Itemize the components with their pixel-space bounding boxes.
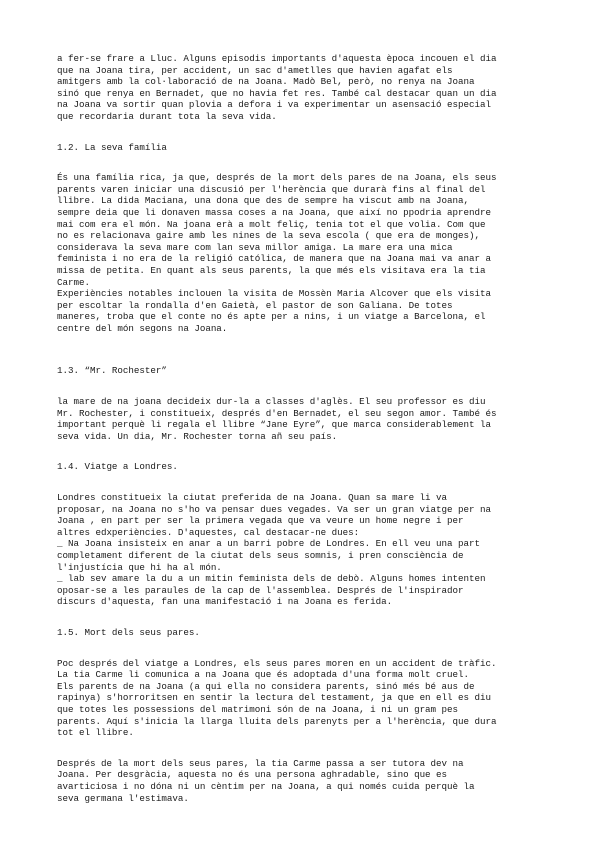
text-line: important perquè li regala el llibre “Jane Eyre”, que marca considerablement la <box>57 419 491 431</box>
text-line: parents. Aquí s'inicia la llarga lluita dels parenyts per a l'herència, que dura <box>57 715 497 727</box>
text-line: na Joana va sortir quan plovia a defora i va experimentar un asensació especial <box>57 99 491 111</box>
text-line: _ Na Joana insisteix en anar a un barri pobre de Londres. En ell veu una part <box>57 538 480 550</box>
document-page <box>57 53 547 804</box>
text-line: Londres constitueix la ciutat preferida de na Joana. Quan sa mare li va <box>57 492 448 504</box>
text-line: que recordaria durant tota la seva vida. <box>57 110 277 122</box>
text-line: amitgers amb la col·laboració de na Joana. Madò Bel, però, no renya na Joana <box>57 76 475 88</box>
text-line: Joana , en part per ser la primera vegada que va veure un home negre i per <box>57 515 464 527</box>
text-line: Experiències notables inclouen la visita de Mossèn Maria Alcover que els visita <box>57 288 491 300</box>
text-line: l'injustícia que hi ha al món. <box>57 561 222 573</box>
text-line: completament diferent de la ciutat dels seus somnis, i pren consciència de <box>57 550 464 561</box>
london-paragraph <box>57 492 547 608</box>
text-line: que na Joana tira, per accident, un sac d'ametlles que havien agafat els <box>57 64 453 76</box>
text-line: feminista i no era de la religió católica, de manera que na Joana mai va anar a <box>57 253 491 265</box>
section-heading-rochester: 1.3. “Mr. Rochester” <box>57 365 167 377</box>
rochester-paragraph <box>57 396 547 442</box>
text-line: oposar-se a les paraules de la cap de l'assemblea. Després de l'inspirador <box>57 584 464 596</box>
death-paragraph-2 <box>57 758 547 804</box>
death-paragraph-1 <box>57 658 547 739</box>
text-line: parents varen iniciar una discusió per l'herència que durarà fins al final del <box>57 183 486 195</box>
section-heading-family: 1.2. La seva família <box>57 141 167 153</box>
text-line: que totes les possessions del matrimoni són de na Joana, i ni un gram pes <box>57 703 459 715</box>
text-line: proposar, na Joana no s'ho va pensar dues vegades. Va ser un gran viatge per na <box>57 503 491 515</box>
text-line: tot el llibre. <box>57 727 134 739</box>
text-line: discurs d'aquesta, fan una manifestació i na Joana es ferida. <box>57 596 393 608</box>
intro-paragraph <box>57 53 547 123</box>
text-line: Mr. Rochester, i constitueix, després d'en Bernadet, el seu segon amor. També és <box>57 407 497 419</box>
text-line: _ lab sev amare la du a un mitin feminista dels de debò. Alguns homes intenten <box>57 573 486 585</box>
text-line: mai com era el món. Na joana erà a molt feliç, tenia tot el que volia. Com que <box>57 218 486 230</box>
text-line: centre del món segons na Joana. <box>57 322 228 334</box>
text-line: La tia Carme li comunica a na Joana que és adoptada d'una forma molt cruel. <box>57 669 470 681</box>
text-line: seva vida. Un dia, Mr. Rochester torna añ seu país. <box>57 430 338 442</box>
family-paragraph-1 <box>57 172 547 288</box>
text-line: altres edxperiències. D'aquestes, cal destacar-ne dues: <box>57 526 360 538</box>
text-line: seva germana l'estimava. <box>57 792 189 804</box>
text-line: Després de la mort dels seus pares, la tia Carme passa a ser tutora dev na <box>57 757 464 769</box>
text-line: la mare de na joana decideix dur-la a classes d'aglès. El seu professor es diu <box>57 396 486 408</box>
text-line: a fer-se frare a Lluc. Alguns episodis importants d'aquesta època incouen el dia <box>57 53 497 64</box>
text-line: no es relacionava gaire amb les nines de la seva escola ( que era de monges), <box>57 230 480 242</box>
text-line: Joana. Per desgràcia, aquesta no és una persona aghradable, sino que es <box>57 769 448 781</box>
family-paragraph-2 <box>57 288 547 334</box>
text-line: És una família rica, ja que, després de la mort dels pares de na Joana, els seus <box>57 172 497 184</box>
text-line: llibre. La dida Maciana, una dona que des de sempre ha viscut amb na Joana, <box>57 195 470 207</box>
text-line: sempre deia que li donaven massa coses a na Joana, que així no ppodria aprendre <box>57 206 491 218</box>
section-heading-london: 1.4. Viatge a Londres. <box>57 461 178 473</box>
text-line: avarticiosa i no dóna ni un cèntim per na Joana, a qui només cuida perquè la <box>57 780 475 792</box>
text-line: per escoltar la rondalla d'en Gaietà, el pastor de son Galiana. De totes <box>57 299 453 311</box>
text-line: missa de petita. En quant als seus parents, la que més els visitava era la tia <box>57 264 486 276</box>
text-line: rapinya) s'horroritsen en sentir la lectura del testament, ja que en ell es diu <box>57 692 491 704</box>
section-heading-death: 1.5. Mort dels seus pares. <box>57 626 200 638</box>
text-line: considerava la seva mare com lan seva millor amiga. La mare era una mica <box>57 241 453 253</box>
text-line: sinó que renya en Bernadet, que no havia fet res. També cal destacar quan un dia <box>57 87 497 99</box>
text-line: maneres, troba que el conte no és apte per a nins, i un viatge a Barcelona, el <box>57 311 486 323</box>
text-line: Carme. <box>57 276 90 288</box>
text-line: Poc després del viatge a Londres, els seus pares moren en un accident de tràfic. <box>57 657 497 669</box>
text-line: Els parents de na Joana (a qui ella no considera parents, sinó més bé aus de <box>57 680 475 692</box>
